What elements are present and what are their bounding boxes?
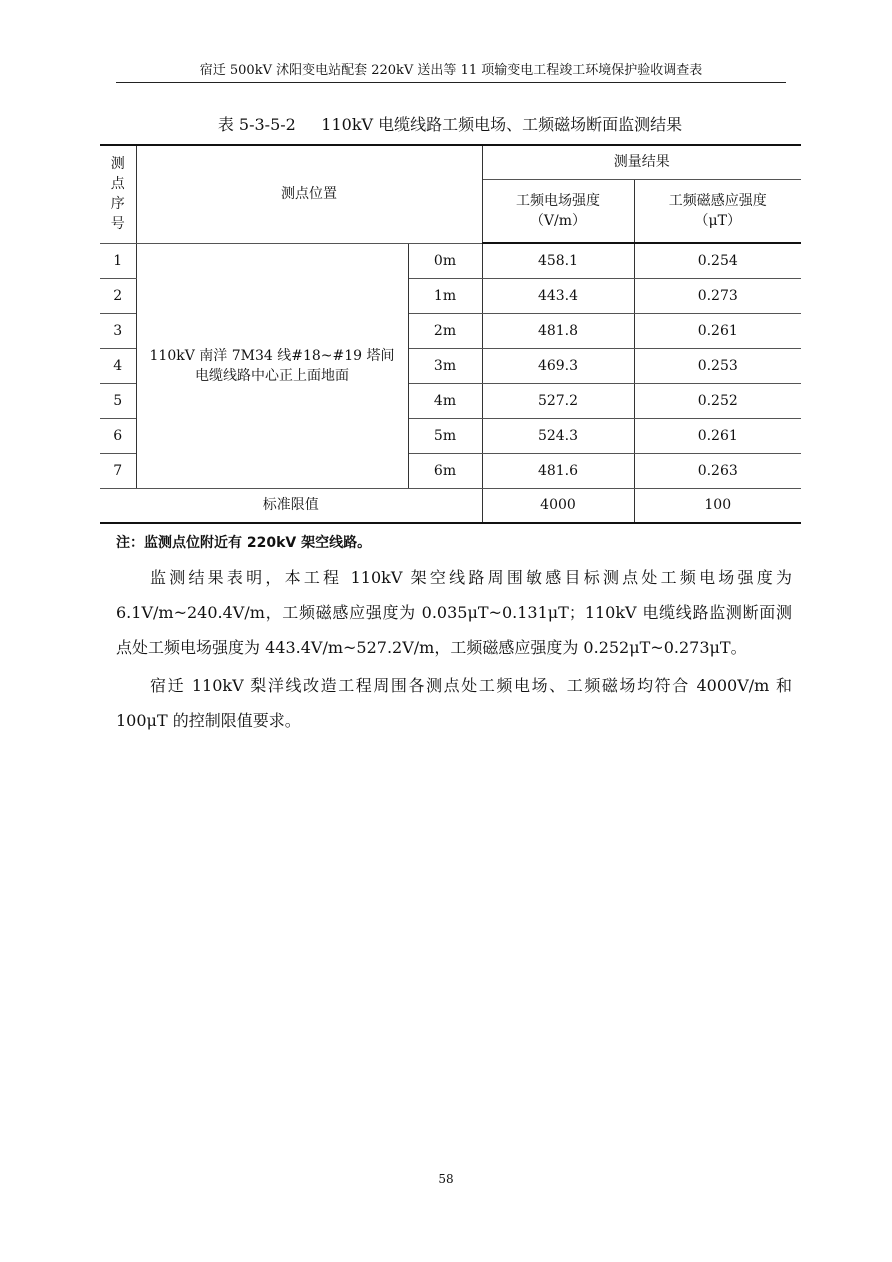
row-b-value: 0.261 <box>634 418 801 453</box>
limit-e-value: 4000 <box>482 488 634 523</box>
row-no: 3 <box>100 313 136 348</box>
row-b-value: 0.254 <box>634 243 801 278</box>
row-no: 2 <box>100 278 136 313</box>
row-no: 4 <box>100 348 136 383</box>
limit-row <box>100 488 801 523</box>
row-e-value: 524.3 <box>482 418 634 453</box>
limit-label: 标准限值 <box>100 488 482 523</box>
row-e-value: 469.3 <box>482 348 634 383</box>
row-no: 5 <box>100 383 136 418</box>
header-b-field: 工频磁感应强度 （μT） <box>634 179 801 243</box>
row-distance: 6m <box>408 453 482 488</box>
row-no: 6 <box>100 418 136 453</box>
conclusion-paragraph-2: 宿迁 110kV 梨洋线改造工程周围各测点处工频电场、工频磁场均符合 4000V/m 和 100μT 的控制限值要求。 <box>116 676 792 730</box>
limit-b-value: 100 <box>634 488 801 523</box>
row-distance: 4m <box>408 383 482 418</box>
row-b-value: 0.273 <box>634 278 801 313</box>
row-distance: 3m <box>408 348 482 383</box>
table-note: 注：监测点位附近有 220kV 架空线路。 <box>116 535 372 551</box>
page-number: 58 <box>438 1172 454 1186</box>
row-distance: 2m <box>408 313 482 348</box>
row-e-value: 458.1 <box>482 243 634 278</box>
row-no: 1 <box>100 243 136 278</box>
page-header: 宿迁 500kV 沭阳变电站配套 220kV 送出等 11 项输变电工程竣工环境保护验收调查表 <box>116 62 786 83</box>
header-seq: 测 点 序 号 <box>100 145 136 243</box>
row-b-value: 0.252 <box>634 383 801 418</box>
header-location: 测点位置 <box>136 145 482 243</box>
row-distance: 5m <box>408 418 482 453</box>
row-b-value: 0.263 <box>634 453 801 488</box>
row-b-value: 0.253 <box>634 348 801 383</box>
row-no: 7 <box>100 453 136 488</box>
row-e-value: 481.8 <box>482 313 634 348</box>
row-distance: 0m <box>408 243 482 278</box>
row-e-value: 481.6 <box>482 453 634 488</box>
table-caption: 表 5-3-5-2 110kV 电缆线路工频电场、工频磁场断面监测结果 <box>217 115 683 134</box>
conclusion-paragraph-1: 监测结果表明，本工程 110kV 架空线路周围敏感目标测点处工频电场强度为 6.1V/m~240.4V/m，工频磁感应强度为 0.035μT~0.131μT；110kV 电缆线路监测断面测点处工频电场强度为 443.4V/m~527.2V/m，工频磁感应强度为 0.252μT~0.273μT。 <box>116 568 792 657</box>
header-results: 测量结果 <box>482 145 801 179</box>
location-cell: 110kV 南洋 7M34 线#18~#19 塔间 电缆线路中心正上面地面 <box>136 243 408 488</box>
row-distance: 1m <box>408 278 482 313</box>
row-b-value: 0.261 <box>634 313 801 348</box>
row-e-value: 527.2 <box>482 383 634 418</box>
table-row <box>100 243 801 278</box>
monitoring-results-table <box>100 144 801 524</box>
row-e-value: 443.4 <box>482 278 634 313</box>
header-e-field: 工频电场强度 （V/m） <box>482 179 634 243</box>
